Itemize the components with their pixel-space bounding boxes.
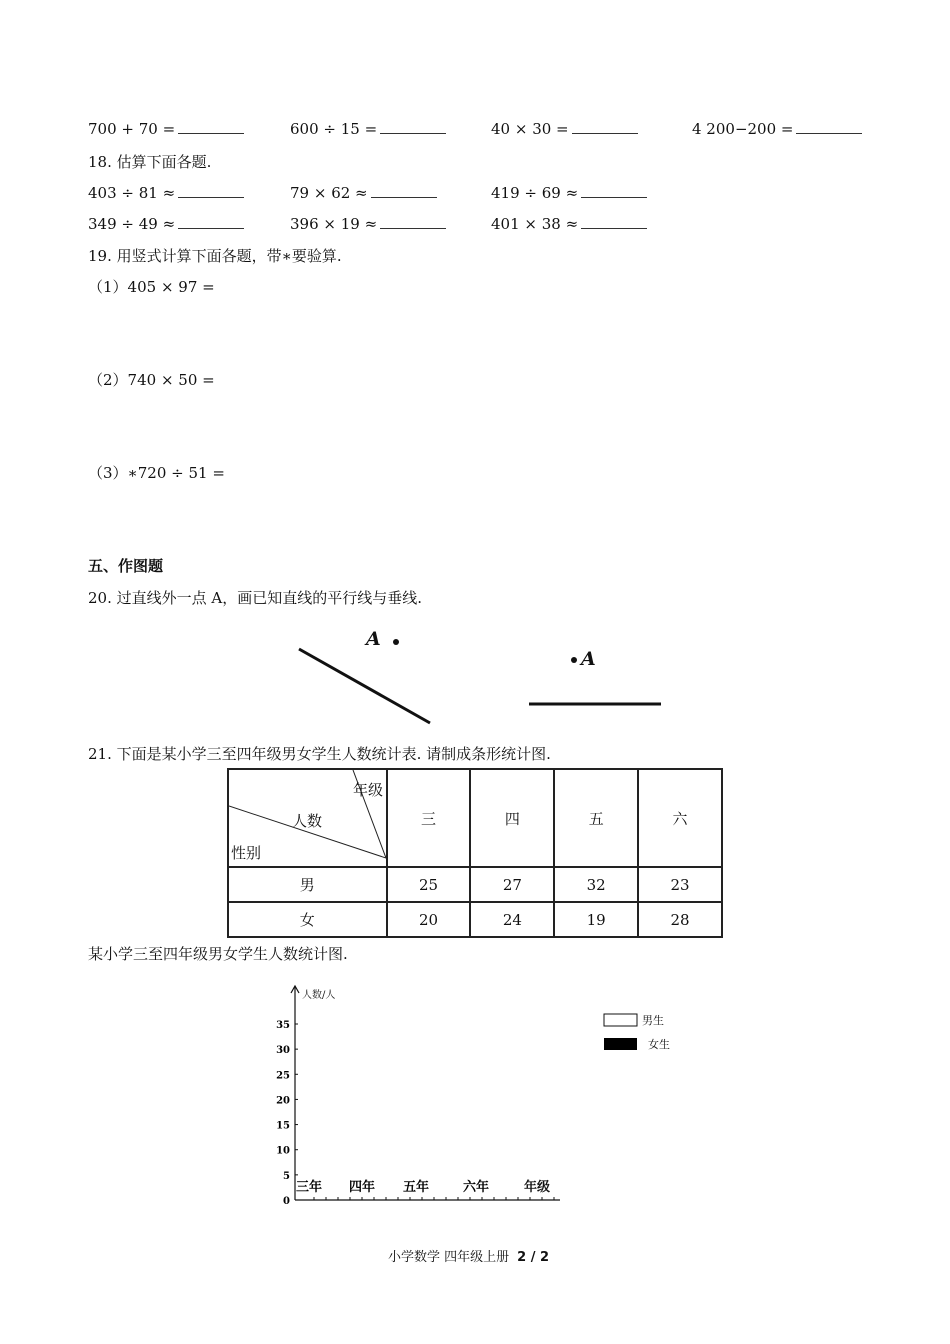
q19-item-3: （3）∗720 ÷ 51 = [88, 464, 225, 482]
y-tick-label: 35 [276, 1020, 290, 1031]
q18-item: 401 × 38 ≈ [491, 214, 647, 234]
answer-blank[interactable] [178, 215, 244, 229]
y-tick-label: 0 [283, 1196, 290, 1207]
table-cell: 28 [638, 902, 722, 937]
section-title: 五、作图题 [88, 557, 164, 575]
table-cell: 20 [387, 902, 471, 937]
table-row [228, 867, 722, 902]
grade-header: 四 [470, 769, 554, 867]
legend-label-girls: 女生 [648, 1038, 670, 1051]
answer-blank[interactable] [178, 184, 244, 198]
point-a-dot [393, 639, 399, 645]
table-cell: 24 [470, 902, 554, 937]
q20-title: 20. 过直线外一点 A，画已知直线的平行线与垂线. [88, 589, 422, 607]
q21-title: 21. 下面是某小学三至四年级男女学生人数统计表. 请制成条形统计图. [88, 745, 551, 763]
q19-title: 19. 用竖式计算下面各题，带∗要验算. [88, 247, 342, 265]
header-count: 人数 [292, 812, 323, 830]
stats-table [227, 768, 723, 938]
y-tick-label: 20 [276, 1095, 290, 1107]
grade-header: 六 [638, 769, 722, 867]
q18-item: 79 × 62 ≈ [290, 183, 437, 203]
footer-text: 小学数学 四年级上册 [388, 1250, 510, 1265]
answer-blank[interactable] [581, 215, 647, 229]
point-a-dot [571, 657, 577, 663]
table-row [228, 902, 722, 937]
x-category-label: 四年 [349, 1180, 376, 1195]
table-cell: 27 [470, 867, 554, 902]
page-footer [388, 1246, 549, 1265]
answer-blank[interactable] [796, 120, 862, 134]
row-label: 女 [228, 902, 387, 937]
table-cell: 23 [638, 867, 722, 902]
grade-header: 五 [554, 769, 638, 867]
header-gender: 性别 [231, 844, 262, 862]
q18-item: 403 ÷ 81 ≈ [88, 183, 244, 203]
table-diagonal-header [228, 769, 387, 867]
page-number: 2 / 2 [517, 1250, 550, 1265]
y-tick-label: 10 [276, 1145, 290, 1157]
legend-swatch-girls [604, 1038, 637, 1050]
answer-blank[interactable] [572, 120, 638, 134]
answer-blank[interactable] [380, 215, 446, 229]
answer-blank[interactable] [178, 120, 244, 134]
expr-row1-3: 40 × 30 = [491, 119, 638, 139]
expr-row1-1: 700 + 70 = [88, 119, 244, 139]
answer-blank[interactable] [371, 184, 437, 198]
answer-blank[interactable] [581, 184, 647, 198]
q18-item: 396 × 19 ≈ [290, 214, 446, 234]
point-a-label: A [581, 648, 596, 670]
y-tick-label: 30 [276, 1045, 290, 1057]
bar-chart [270, 978, 670, 1218]
table-cell: 25 [387, 867, 471, 902]
y-tick-label: 25 [276, 1070, 290, 1082]
y-tick-label: 15 [276, 1120, 290, 1132]
legend-label-boys: 男生 [642, 1014, 664, 1027]
given-line-slanted [299, 649, 430, 723]
answer-blank[interactable] [380, 120, 446, 134]
q20-figure [290, 622, 680, 732]
x-category-label: 六年 [463, 1180, 490, 1195]
grade-header: 三 [387, 769, 471, 867]
legend-swatch-boys [604, 1014, 637, 1026]
x-axis-label: 年级 [524, 1180, 551, 1195]
chart-caption: 某小学三至四年级男女学生人数统计图. [88, 945, 348, 963]
header-grade: 年级 [353, 781, 384, 799]
q19-item-1: （1）405 × 97 = [88, 278, 215, 296]
x-category-label: 五年 [403, 1180, 430, 1195]
expr-row1-4: 4 200−200 = [692, 119, 862, 139]
q19-item-2: （2）740 × 50 = [88, 371, 215, 389]
table-cell: 32 [554, 867, 638, 902]
y-tick-label: 5 [283, 1170, 290, 1182]
x-category-label: 三年 [296, 1180, 323, 1195]
y-axis-label: 人数/人 [302, 990, 336, 1001]
row-label: 男 [228, 867, 387, 902]
q18-item: 349 ÷ 49 ≈ [88, 214, 244, 234]
q18-item: 419 ÷ 69 ≈ [491, 183, 647, 203]
point-a-label: A [366, 628, 381, 650]
table-cell: 19 [554, 902, 638, 937]
expr-row1-2: 600 ÷ 15 = [290, 119, 446, 139]
q18-title: 18. 估算下面各题. [88, 153, 212, 171]
